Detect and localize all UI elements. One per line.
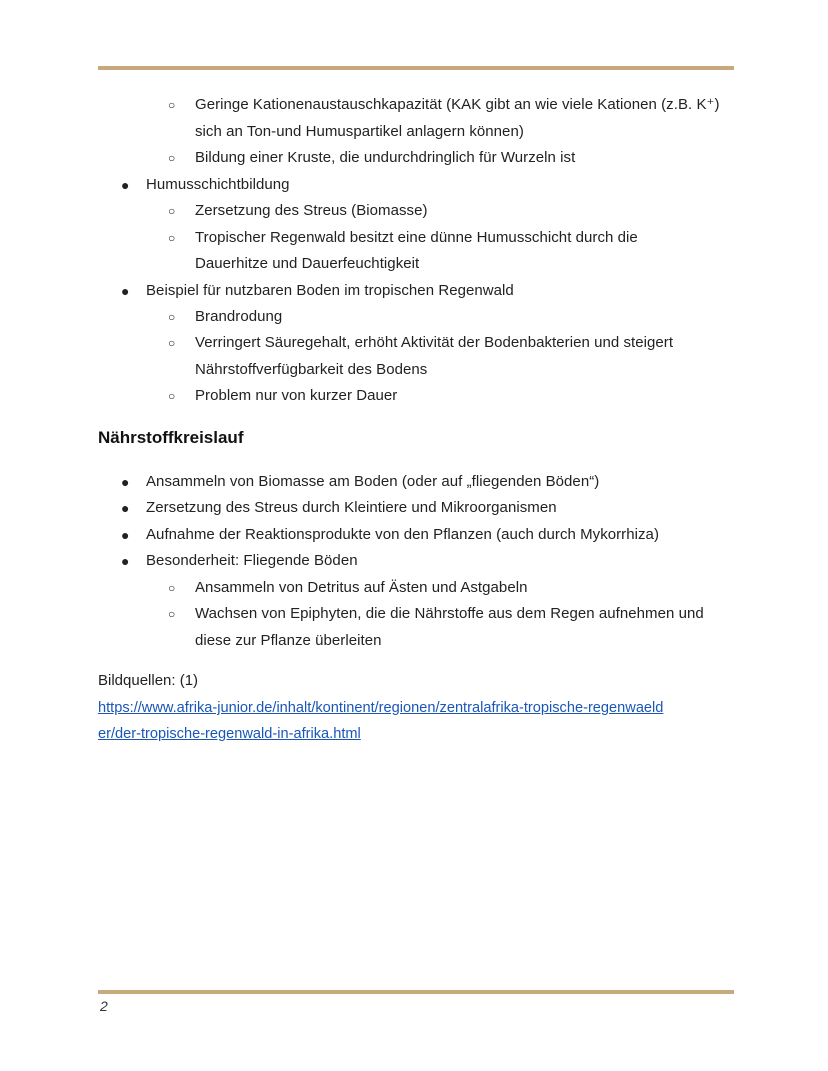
circle-bullet-icon: ○	[168, 151, 176, 165]
disc-bullet-icon: ●	[121, 527, 130, 543]
circle-bullet-icon: ○	[168, 98, 176, 112]
circle-bullet-icon: ○	[168, 204, 176, 218]
circle-bullet-icon: ○	[168, 581, 176, 595]
disc-bullet-icon: ●	[121, 474, 130, 490]
circle-bullet-icon: ○	[168, 607, 176, 621]
disc-bullet-icon: ●	[121, 283, 130, 299]
disc-bullet-icon: ●	[121, 177, 130, 193]
disc-bullet-icon: ●	[121, 553, 130, 569]
circle-bullet-icon: ○	[168, 310, 176, 324]
source-link[interactable]: https://www.afrika-junior.de/inhalt/kontinent/regionen/zentralafrika-tropische-regenwaeld	[98, 700, 664, 716]
circle-bullet-icon: ○	[168, 231, 176, 245]
circle-bullet-icon: ○	[168, 336, 176, 350]
page-number: 2	[100, 998, 108, 1014]
bottom-divider	[98, 990, 734, 994]
section-heading: Nährstoffkreislauf	[98, 428, 244, 447]
disc-bullet-icon: ●	[121, 500, 130, 516]
source-link[interactable]: er/der-tropische-regenwald-in-afrika.html	[98, 726, 361, 742]
top-divider	[98, 66, 734, 70]
circle-bullet-icon: ○	[168, 389, 176, 403]
sources-label: Bildquellen: (1)	[98, 672, 199, 689]
